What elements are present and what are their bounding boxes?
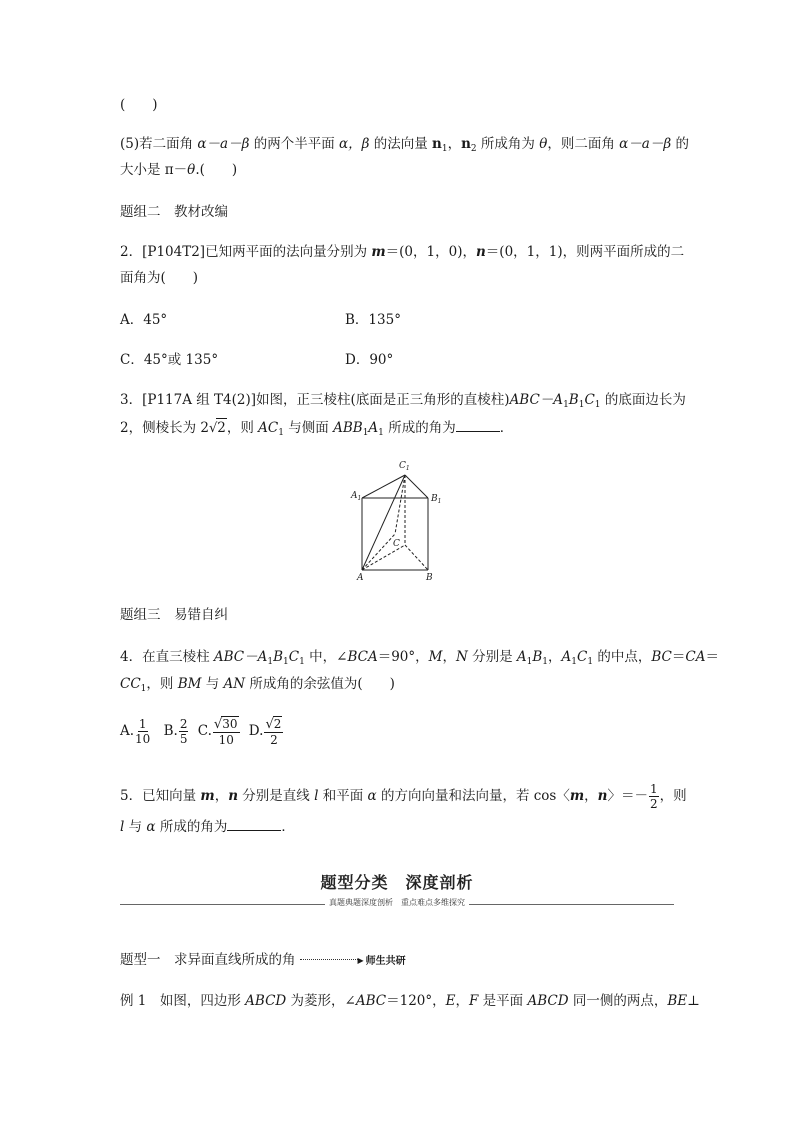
- option-letter: A.: [120, 723, 135, 739]
- text: (5)若二面角: [120, 136, 198, 152]
- question-3-line1: [120, 391, 686, 414]
- label-b: B: [426, 573, 433, 583]
- subscript: 1: [278, 428, 284, 438]
- math: α－a－β: [197, 136, 250, 152]
- label-c1: $C_1$: [399, 461, 410, 472]
- q4-option-c[interactable]: [197, 717, 241, 747]
- section-banner-title: 题型分类 深度剖析: [320, 873, 474, 892]
- q2-option-b[interactable]: B．135°: [345, 312, 401, 328]
- math: α: [367, 788, 377, 804]
- text: 的法向量: [369, 136, 433, 152]
- math: M: [428, 649, 443, 665]
- math: N: [455, 649, 468, 665]
- option-letter: C.: [197, 723, 212, 739]
- math: θ: [539, 136, 548, 152]
- text: 与侧面: [284, 420, 334, 436]
- answer-blank[interactable]: [227, 818, 281, 831]
- question-5-line2: [120, 818, 295, 836]
- vector: m: [200, 788, 215, 804]
- subscript: 2: [470, 144, 477, 154]
- text: 3．[P117A 组 T4(2)]如图，正三棱柱(底面是正三角形的直棱柱): [120, 392, 510, 408]
- label-a1: $A_1$: [351, 491, 362, 502]
- radicand: 2: [217, 420, 226, 436]
- text: 所成的角为: [155, 819, 228, 835]
- fraction: [264, 716, 283, 747]
- numerator: [264, 716, 283, 733]
- text: 的: [671, 136, 689, 152]
- q4-option-b[interactable]: [163, 717, 190, 746]
- q4-option-a[interactable]: [120, 717, 151, 746]
- subscript: 1: [267, 657, 274, 667]
- math: CA: [685, 649, 706, 665]
- subscript: 1: [563, 400, 569, 410]
- math: AC: [258, 420, 279, 436]
- statement-5-line1: [120, 135, 689, 158]
- denominator: 10: [135, 732, 151, 746]
- math: A: [368, 420, 379, 436]
- group3-heading: 题组三 易错自纠: [120, 607, 228, 623]
- denominator: 5: [179, 732, 188, 746]
- subscript: 1: [362, 428, 369, 438]
- denominator: 2: [649, 797, 658, 811]
- text: .( ): [195, 162, 238, 178]
- denominator: 10: [218, 733, 234, 747]
- subscript: 1: [578, 400, 585, 410]
- text: 中，∠: [304, 649, 348, 665]
- math: C: [577, 649, 588, 665]
- math: ABC: [355, 993, 387, 1009]
- math: C: [584, 392, 595, 408]
- text: 大小是 π－: [120, 162, 188, 178]
- text: ＝90°，: [377, 649, 429, 665]
- subscript: 1: [587, 657, 594, 667]
- example-1-line1: [120, 992, 700, 1010]
- math: F: [469, 993, 479, 1009]
- statement-5-line2: [120, 161, 237, 179]
- text: ＝(0，1，1)，则两平面所成的二: [485, 244, 685, 260]
- text: ⊥: [687, 993, 700, 1009]
- label-b1: $B_1$: [431, 494, 442, 505]
- math: A: [561, 649, 572, 665]
- projection-hidden: [395, 475, 405, 534]
- math: CC: [120, 676, 141, 692]
- math: θ: [187, 162, 196, 178]
- text: 5．已知向量: [120, 788, 201, 804]
- math: l: [120, 819, 125, 835]
- q2-option-d[interactable]: D．90°: [345, 352, 394, 368]
- text: ，则: [226, 420, 259, 436]
- text: ，: [548, 649, 562, 665]
- text: 分别是: [467, 649, 517, 665]
- projection-hidden-2: [362, 534, 395, 570]
- fraction: [649, 782, 659, 811]
- text: 4．在直三棱柱: [120, 649, 214, 665]
- text: ．: [281, 819, 295, 835]
- label-c: C: [393, 539, 400, 549]
- text: ＝: [705, 649, 719, 665]
- text: ，则二面角: [547, 136, 620, 152]
- text: 和平面: [318, 788, 368, 804]
- denominator: 2: [270, 733, 278, 747]
- q2-option-c[interactable]: C．45°或 135°: [120, 352, 219, 368]
- text: ．: [499, 420, 514, 436]
- text: ＝120°，: [386, 993, 446, 1009]
- text: 分别是直线: [238, 788, 315, 804]
- question-3-line2: [120, 418, 513, 442]
- subscript: 1: [299, 657, 305, 667]
- math: ABC－A: [509, 392, 564, 408]
- text: ，则: [659, 788, 687, 804]
- sqrt-sign: √: [208, 421, 218, 436]
- math: l: [314, 788, 319, 804]
- question-4-line2: [120, 675, 395, 698]
- math: ABC－A: [213, 649, 268, 665]
- text: ＝: [671, 649, 686, 665]
- diagonal-ac1: [362, 475, 405, 570]
- subscript: 1: [526, 657, 533, 667]
- numerator: 2: [179, 717, 188, 731]
- subscript: 1: [378, 428, 384, 438]
- math: BE: [667, 993, 688, 1009]
- text: 与: [124, 819, 147, 835]
- type-title: 题型一 求异面直线所成的角: [120, 952, 296, 968]
- radicand: 30: [222, 717, 238, 731]
- subscript: 1: [283, 657, 289, 667]
- q2-option-a[interactable]: A．45°: [120, 312, 168, 328]
- question-2-line2: 面角为( ): [120, 270, 199, 286]
- sqrt-sign: √: [213, 717, 223, 732]
- math: BC: [651, 649, 672, 665]
- text: ，: [447, 136, 462, 152]
- math: α－a－β: [619, 136, 672, 152]
- math: B: [273, 649, 284, 665]
- subscript: 1: [140, 684, 147, 694]
- option-letter: B.: [163, 723, 178, 739]
- text: 〉＝－: [607, 788, 648, 804]
- text: 同一侧的两点，: [568, 993, 668, 1009]
- prism-figure: [340, 455, 450, 585]
- text: ，: [584, 788, 598, 804]
- text: ＝(0，1，0)，: [385, 244, 476, 260]
- fraction: [213, 716, 240, 747]
- text: ，: [442, 649, 456, 665]
- sqrt-sign: √: [265, 717, 274, 732]
- text: 所成的角为: [383, 420, 456, 436]
- vector: n: [475, 244, 486, 260]
- type1-heading: [120, 951, 406, 971]
- subscript: 1: [594, 400, 601, 410]
- math: ABCD: [527, 993, 569, 1009]
- vector: n: [432, 136, 442, 152]
- text: 所成角为: [476, 136, 540, 152]
- edge-a1c1: [362, 475, 405, 498]
- numerator: 1: [649, 782, 658, 796]
- text: 2，侧棱长为 2: [120, 420, 209, 436]
- text: 2．[P104T2]已知两平面的法向量分别为: [120, 244, 372, 260]
- option-letter: D.: [248, 723, 264, 739]
- prev-answer-bracket: ( ): [120, 97, 158, 113]
- math: B: [568, 392, 579, 408]
- math: BM: [177, 676, 202, 692]
- section-banner-subtitle: [0, 897, 794, 908]
- text: ，则: [146, 676, 178, 692]
- math: A: [516, 649, 527, 665]
- edge-c1b1: [405, 475, 428, 498]
- math: BCA: [347, 649, 378, 665]
- subscript: 1: [542, 657, 549, 667]
- question-2-line1: [120, 243, 684, 261]
- numerator: 1: [138, 717, 147, 731]
- text: 是平面: [478, 993, 528, 1009]
- math: α，β: [339, 136, 370, 152]
- vector: n: [597, 788, 608, 804]
- q4-options: [120, 716, 284, 747]
- subtitle-text: 真题典题深度剖析 重点难点多维探究: [325, 898, 469, 907]
- vector: m: [569, 788, 585, 804]
- text: 的两个半平面: [249, 136, 339, 152]
- type-tag: 师生共研: [365, 956, 406, 967]
- answer-blank[interactable]: [456, 419, 500, 432]
- fraction: [135, 717, 150, 746]
- text: 所成角的余弦值为( ): [245, 676, 395, 692]
- question-4-line1: [120, 648, 719, 671]
- numerator: [213, 716, 240, 733]
- text: 例 1 如图，四边形: [120, 993, 246, 1009]
- fraction: [179, 717, 189, 746]
- math: AN: [223, 676, 246, 692]
- text: 的中点，: [593, 649, 652, 665]
- text: 与: [201, 676, 224, 692]
- vector: n: [461, 136, 471, 152]
- math: α: [146, 819, 156, 835]
- leader-dots: [300, 959, 358, 960]
- text: 为菱形，∠: [286, 993, 356, 1009]
- arrow-right-icon: ▶: [357, 956, 364, 965]
- subscript: 1: [441, 144, 448, 154]
- text: ，: [214, 788, 229, 804]
- question-5-line1: [120, 782, 687, 811]
- text: 的底面边长为: [600, 392, 686, 408]
- vector: m: [371, 244, 386, 260]
- q4-option-d[interactable]: [248, 717, 285, 747]
- edge-cb-hidden: [405, 545, 428, 570]
- math: E: [445, 993, 456, 1009]
- math: B: [532, 649, 543, 665]
- group2-heading: 题组二 教材改编: [120, 204, 228, 220]
- vector: n: [228, 788, 239, 804]
- text: 的方向向量和法向量，若 cos〈: [376, 788, 570, 804]
- math: ABB: [333, 420, 363, 436]
- math: ABCD: [245, 993, 287, 1009]
- radicand: 2: [273, 717, 282, 731]
- label-a: A: [357, 573, 364, 583]
- subscript: 1: [571, 657, 578, 667]
- math: C: [288, 649, 300, 665]
- text: ，: [455, 993, 469, 1009]
